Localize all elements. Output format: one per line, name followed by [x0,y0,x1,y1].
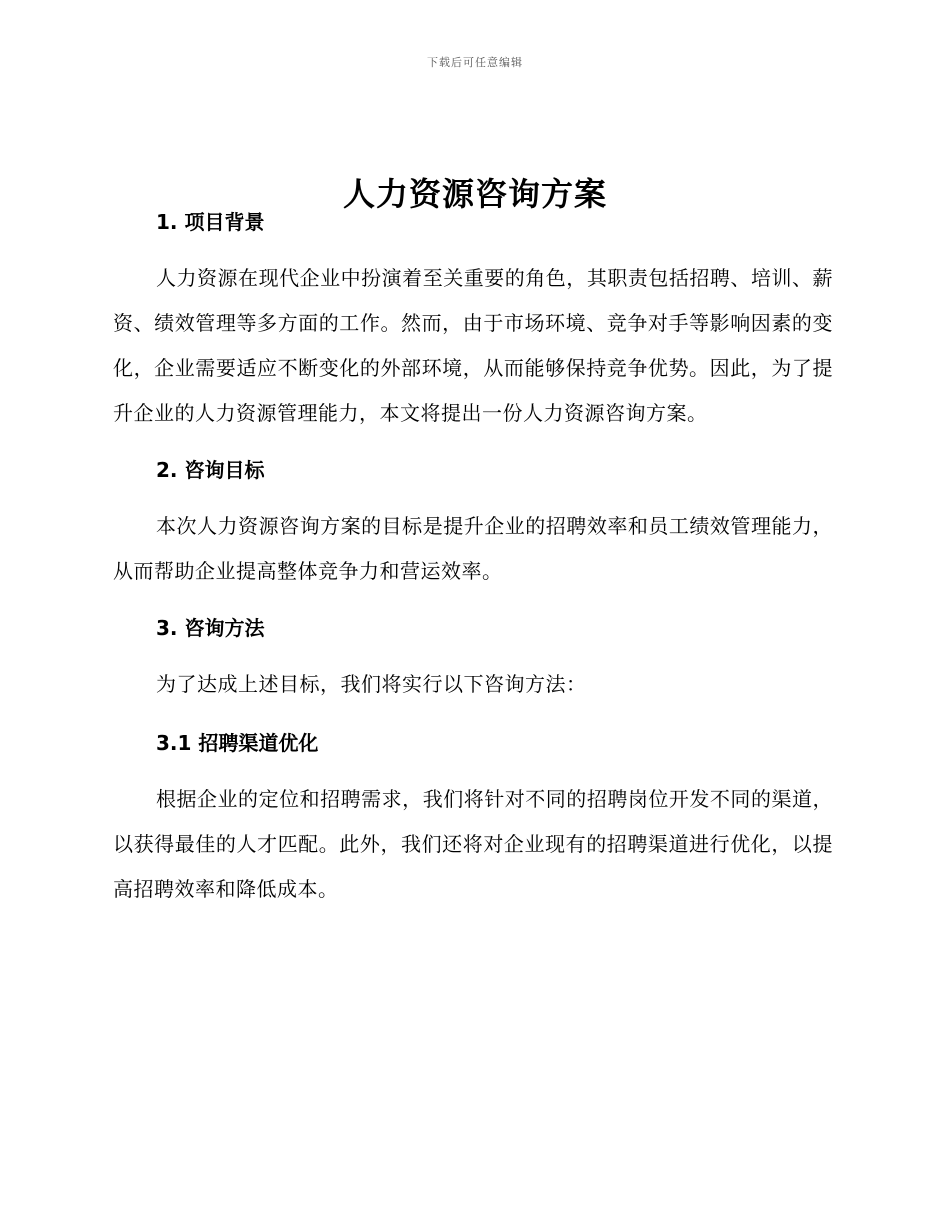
section-consulting-methods [113,606,833,707]
document-title: 人力资源咨询方案 [342,175,607,214]
section-paragraph: 为了达成上述目标，我们将实行以下咨询方法： [156,672,587,696]
section-consulting-goals [113,448,833,594]
section-heading: 2. 咨询目标 [156,458,265,482]
section-heading: 1. 项目背景 [156,210,265,234]
section-heading: 3. 咨询方法 [156,616,265,640]
section-paragraph: 本次人力资源咨询方案的目标是提升企业的招聘效率和员工绩效管理能力，从而帮助企业提高整体竞争力和营运效率。 [113,514,833,583]
section-paragraph: 人力资源在现代企业中扮演着至关重要的角色，其职责包括招聘、培训、薪资、绩效管理等多方面的工作。然而，由于市场环境、竞争对手等影响因素的变化，企业需要适应不断变化的外部环境，从而能够保持竞争优势。因此，为了提升企业的人力资源管理能力，本文将提出一份人力资源咨询方案。 [113,266,833,425]
page-header-note: 下载后可任意编辑 [427,56,523,69]
document-body [113,200,833,912]
section-paragraph: 根据企业的定位和招聘需求，我们将针对不同的招聘岗位开发不同的渠道，以获得最佳的人才匹配。此外，我们还将对企业现有的招聘渠道进行优化，以提高招聘效率和降低成本。 [113,787,833,901]
section-recruitment-channel-optimization [113,721,833,912]
section-project-background [113,200,833,436]
section-heading: 3.1 招聘渠道优化 [156,731,319,755]
